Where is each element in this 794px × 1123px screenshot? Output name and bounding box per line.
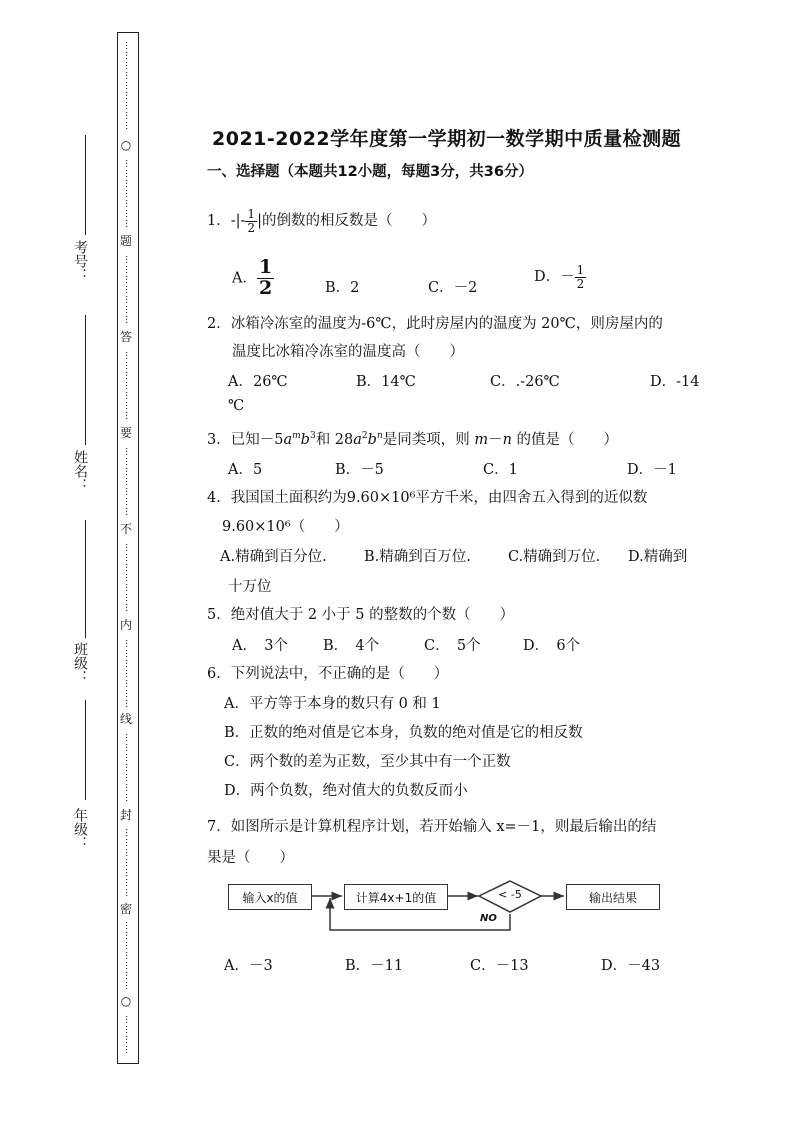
q7-option-b: B．－11 — [345, 958, 404, 974]
q3-option-b: B．－5 — [335, 462, 384, 478]
flow-compute-box: 计算4x+1的值 — [344, 884, 448, 910]
exam-number-label: 考号： — [72, 240, 88, 282]
question-7-line2: 果是（ ） — [207, 850, 294, 866]
q5-option-d: D． 6个 — [523, 638, 581, 654]
seal-char: 答 — [119, 330, 132, 344]
q2-option-c: C．.-26℃ — [490, 374, 560, 390]
q6-option-a: A．平方等于本身的数只有 0 和 1 — [224, 696, 441, 712]
q5-option-b: B． 4个 — [323, 638, 380, 654]
q7-option-d: D．－43 — [601, 958, 661, 974]
flow-output-box: 输出结果 — [566, 884, 660, 910]
question-5: 5．绝对值大于 2 小于 5 的整数的个数（ ） — [207, 607, 515, 623]
question-3: 3．已知$-5a^mb^3$和 $28a^2b^n$是同类项，则 m－n 的值是（ ） — [207, 431, 619, 448]
fraction: $\frac{1}{2}$ — [576, 263, 585, 291]
seal-char: 密 — [119, 902, 132, 916]
seal-dots: ………………… — [123, 351, 133, 421]
seal-dots: ………………… — [123, 733, 133, 803]
q6-option-d: D．两个负数，绝对值大的负数反而小 — [224, 783, 468, 799]
q4-option-d: D.精确到 — [628, 549, 688, 565]
question-1 — [207, 208, 436, 234]
q6-option-c: C．两个数的差为正数，至少其中有一个正数 — [224, 754, 511, 770]
q3-option-c: C．1 — [483, 462, 518, 478]
seal-dots: ………………… — [123, 255, 133, 325]
q1-option-a: A． $\frac{1}{2}$ — [232, 256, 273, 299]
class-label: 班级： — [72, 642, 88, 684]
seal-char: ○ — [120, 138, 132, 152]
q6-option-b: B．正数的绝对值是它本身，负数的绝对值是它的相反数 — [224, 725, 583, 741]
q1-stem-end: |的倒数的相反数是（ ） — [257, 213, 436, 230]
question-2-line2: 温度比冰箱冷冻室的温度高（ ） — [232, 344, 464, 360]
q7-option-a: A．－3 — [224, 958, 273, 974]
seal-dots: ………… — [123, 1015, 133, 1055]
q7-option-c: C．－13 — [470, 958, 529, 974]
seal-dots: ………………… — [123, 543, 133, 613]
q2-option-d-cont: ℃ — [228, 398, 245, 414]
exam-title: 2021-2022学年度第一学期初一数学期中质量检测题 — [212, 128, 682, 150]
grade-label: 年级： — [72, 808, 88, 850]
q1-option-d: D．－ $\frac{1}{2}$ — [534, 263, 585, 291]
flowchart — [228, 876, 660, 938]
q2-option-a: A．26℃ — [228, 374, 288, 390]
fraction: $\frac{1}{2}$ — [258, 256, 273, 299]
seal-dots: ………………… — [123, 447, 133, 517]
name-label: 姓名： — [72, 450, 88, 492]
q4-option-a: A.精确到百分位. — [220, 549, 327, 565]
seal-char: 题 — [119, 234, 132, 248]
q4-option-c: C.精确到万位. — [508, 549, 601, 565]
q1-option-c: C．－2 — [428, 280, 478, 296]
seal-dots: ………………… — [123, 639, 133, 709]
sealing-line — [119, 32, 133, 1062]
section-heading: 一、选择题（本题共12小题，每题3分，共36分） — [207, 164, 533, 180]
grade-line — [85, 700, 86, 800]
flow-condition: < -5 — [498, 888, 522, 901]
seal-char: 不 — [119, 522, 132, 536]
q4-option-b: B.精确到百万位. — [364, 549, 471, 565]
fraction: $\frac{1}{2}$ — [247, 207, 256, 235]
q5-option-c: C． 5个 — [424, 638, 481, 654]
class-line — [85, 520, 86, 638]
seal-char: 线 — [119, 712, 132, 726]
q3-option-a: A．5 — [228, 462, 263, 478]
q3-option-d: D．－1 — [627, 462, 677, 478]
seal-dots: ……………………… — [123, 41, 133, 131]
question-4-line2: 9.60×10⁶（ ） — [222, 519, 349, 535]
question-2-line1: 2．冰箱冷冻室的温度为-6℃，此时房屋内的温度为 20℃，则房屋内的 — [207, 316, 663, 332]
question-6: 6．下列说法中，不正确的是（ ） — [207, 666, 449, 682]
seal-char: 封 — [119, 808, 132, 822]
seal-char: ○ — [120, 994, 132, 1008]
seal-char: 内 — [119, 618, 132, 632]
flow-input-box: 输入x的值 — [228, 884, 312, 910]
q1-option-b: B．2 — [325, 280, 360, 296]
q5-option-a: A． 3个 — [232, 638, 288, 654]
exam-number-line — [85, 135, 86, 235]
q4-option-d-cont: 十万位 — [228, 579, 272, 595]
seal-dots: ………………… — [123, 828, 133, 898]
flow-no-label: NO — [480, 913, 497, 924]
q2-option-d: D．-14 — [650, 374, 700, 390]
seal-dots: ………………… — [123, 159, 133, 229]
q2-option-b: B．14℃ — [356, 374, 416, 390]
seal-char: 要 — [119, 426, 132, 440]
name-line — [85, 315, 86, 445]
question-4-line1: 4．我国国土面积约为9.60×10⁶平方千米，由四舍五入得到的近似数 — [207, 490, 648, 506]
q1-stem: 1．-|- — [207, 213, 246, 230]
question-7-line1: 7．如图所示是计算机程序计划，若开始输入 x=－1，则最后输出的结 — [207, 819, 657, 835]
seal-dots: ………………… — [123, 921, 133, 991]
